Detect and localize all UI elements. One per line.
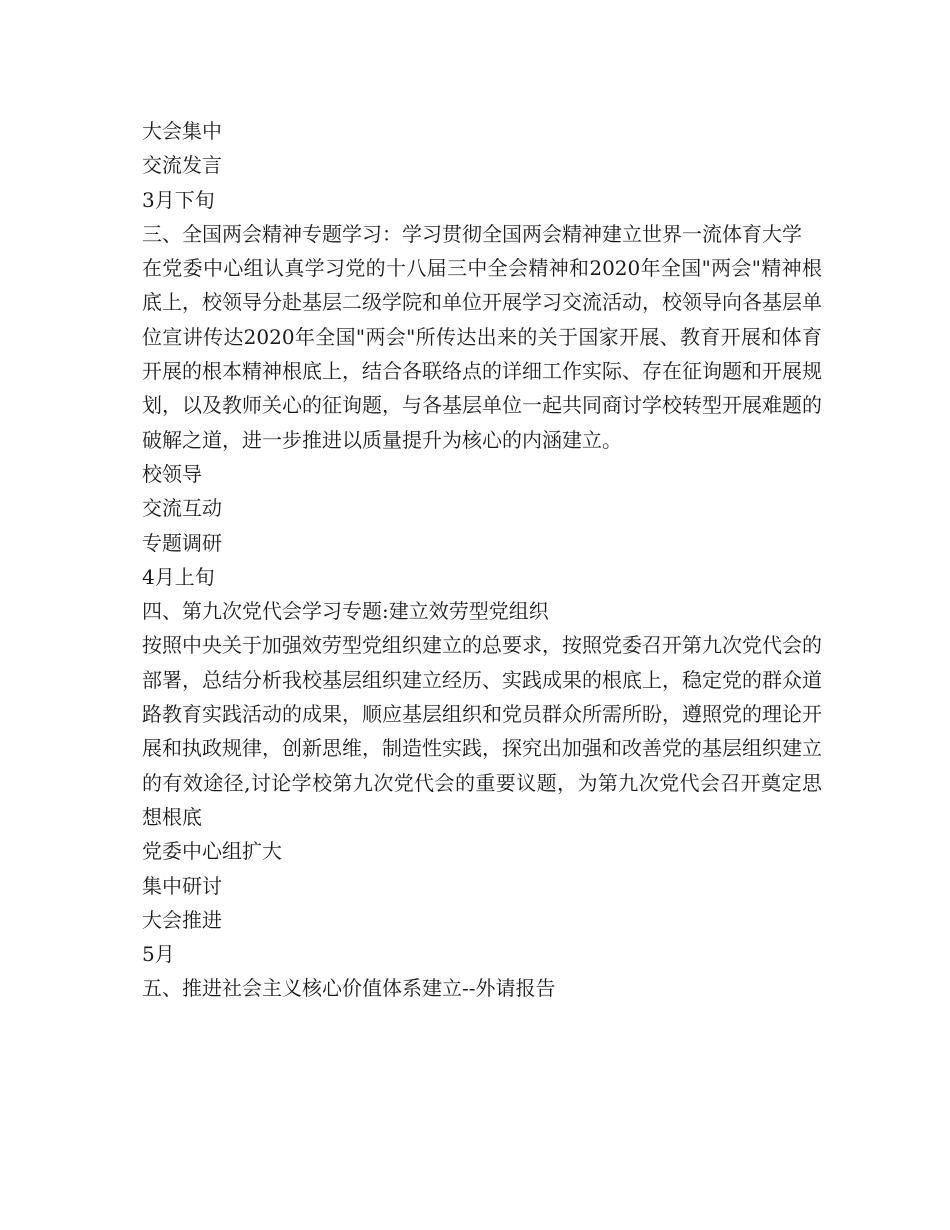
format-label: 集中研讨 xyxy=(142,873,222,898)
format-label: 专题调研 xyxy=(142,530,222,555)
participant-label: 党委中心组扩大 xyxy=(142,839,282,864)
format-label: 交流互动 xyxy=(142,496,222,521)
schedule-date: 5月 xyxy=(142,942,175,967)
section-paragraph: 在党委中心组认真学习党的十八届三中全会精神和2020年全国"两会"精神根底上，校领导分赴基层二级学院和单位开展学习交流活动，校领导向各基层单位宣讲传达2020年全国"两会"所传达出来的关于国家开展、教育开展和体育开展的根本精神根底上，结合各联络点的详细工作实际、存在征询题和开展规划，以及教师关心的征询题，与各基层单位一起共同商讨学校转型开展难题的破解之道，进一步推进以质量提升为核心的内涵建立。 xyxy=(142,256,822,452)
schedule-date: 4月上旬 xyxy=(142,564,215,589)
format-label: 交流发言 xyxy=(142,153,222,178)
format-label: 大会集中 xyxy=(142,119,222,143)
section-heading: 五、推进社会主义核心价值体系建立--外请报告 xyxy=(142,976,556,1001)
participant-label: 校领导 xyxy=(142,461,202,486)
section-heading: 三、全国两会精神专题学习：学习贯彻全国两会精神建立世界一流体育大学 xyxy=(142,221,802,246)
format-label: 大会推进 xyxy=(142,907,222,932)
document-body xyxy=(142,114,822,1006)
section-heading: 四、第九次党代会学习专题:建立效劳型党组织 xyxy=(142,599,549,624)
section-paragraph: 按照中央关于加强效劳型党组织建立的总要求，按照党委召开第九次党代会的部署，总结分析我校基层组织建立经历、实践成果的根底上，稳定党的群众道路教育实践活动的成果，顺应基层组织和党员群众所需所盼，遵照党的理论开展和执政规律，创新思维，制造性实践，探究出加强和改善党的基层组织建立的有效途径,讨论学校第九次党代会的重要议题，为第九次党代会召开奠定思想根底 xyxy=(142,633,822,829)
schedule-date: 3月下旬 xyxy=(142,187,215,212)
